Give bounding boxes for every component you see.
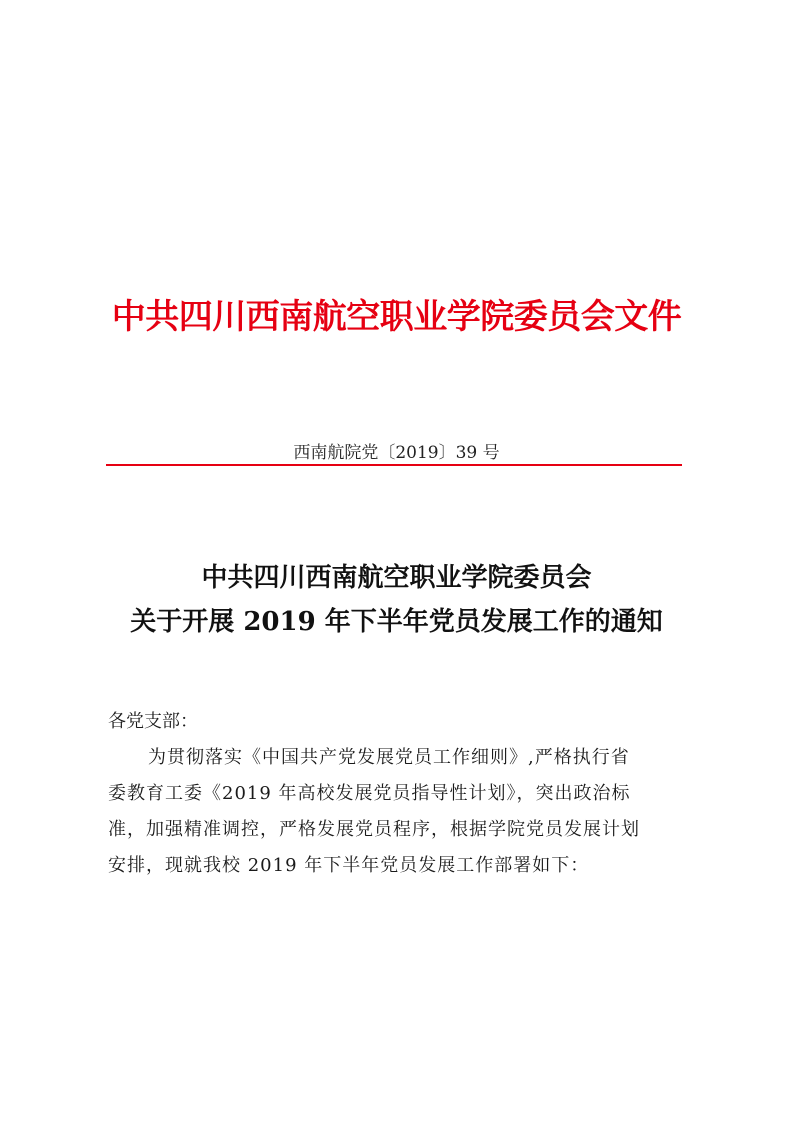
body-line-4: 安排，现就我校 2019 年下半年党员发展工作部署如下： — [108, 855, 590, 876]
salutation: 各党支部： — [108, 711, 198, 732]
body-line-2: 委教育工委《2019 年高校发展党员指导性计划》，突出政治标 — [108, 783, 631, 804]
document-number: 西南航院党〔2019〕39 号 — [293, 443, 500, 463]
notice-title — [0, 556, 793, 644]
header-red-divider — [106, 464, 682, 466]
notice-title-line-1: 中共四川西南航空职业学院委员会 — [201, 563, 592, 593]
document-header-title: 中共四川西南航空职业学院委员会文件 — [111, 297, 682, 337]
notice-title-line-2: 关于开展 2019 年下半年党员发展工作的通知 — [130, 607, 663, 637]
body-line-3: 准，加强精准调控，严格发展党员程序，根据学院党员发展计划 — [108, 819, 640, 840]
notice-body — [108, 704, 698, 884]
body-line-1: 为贯彻落实《中国共产党发展党员工作细则》,严格执行省 — [148, 747, 630, 768]
